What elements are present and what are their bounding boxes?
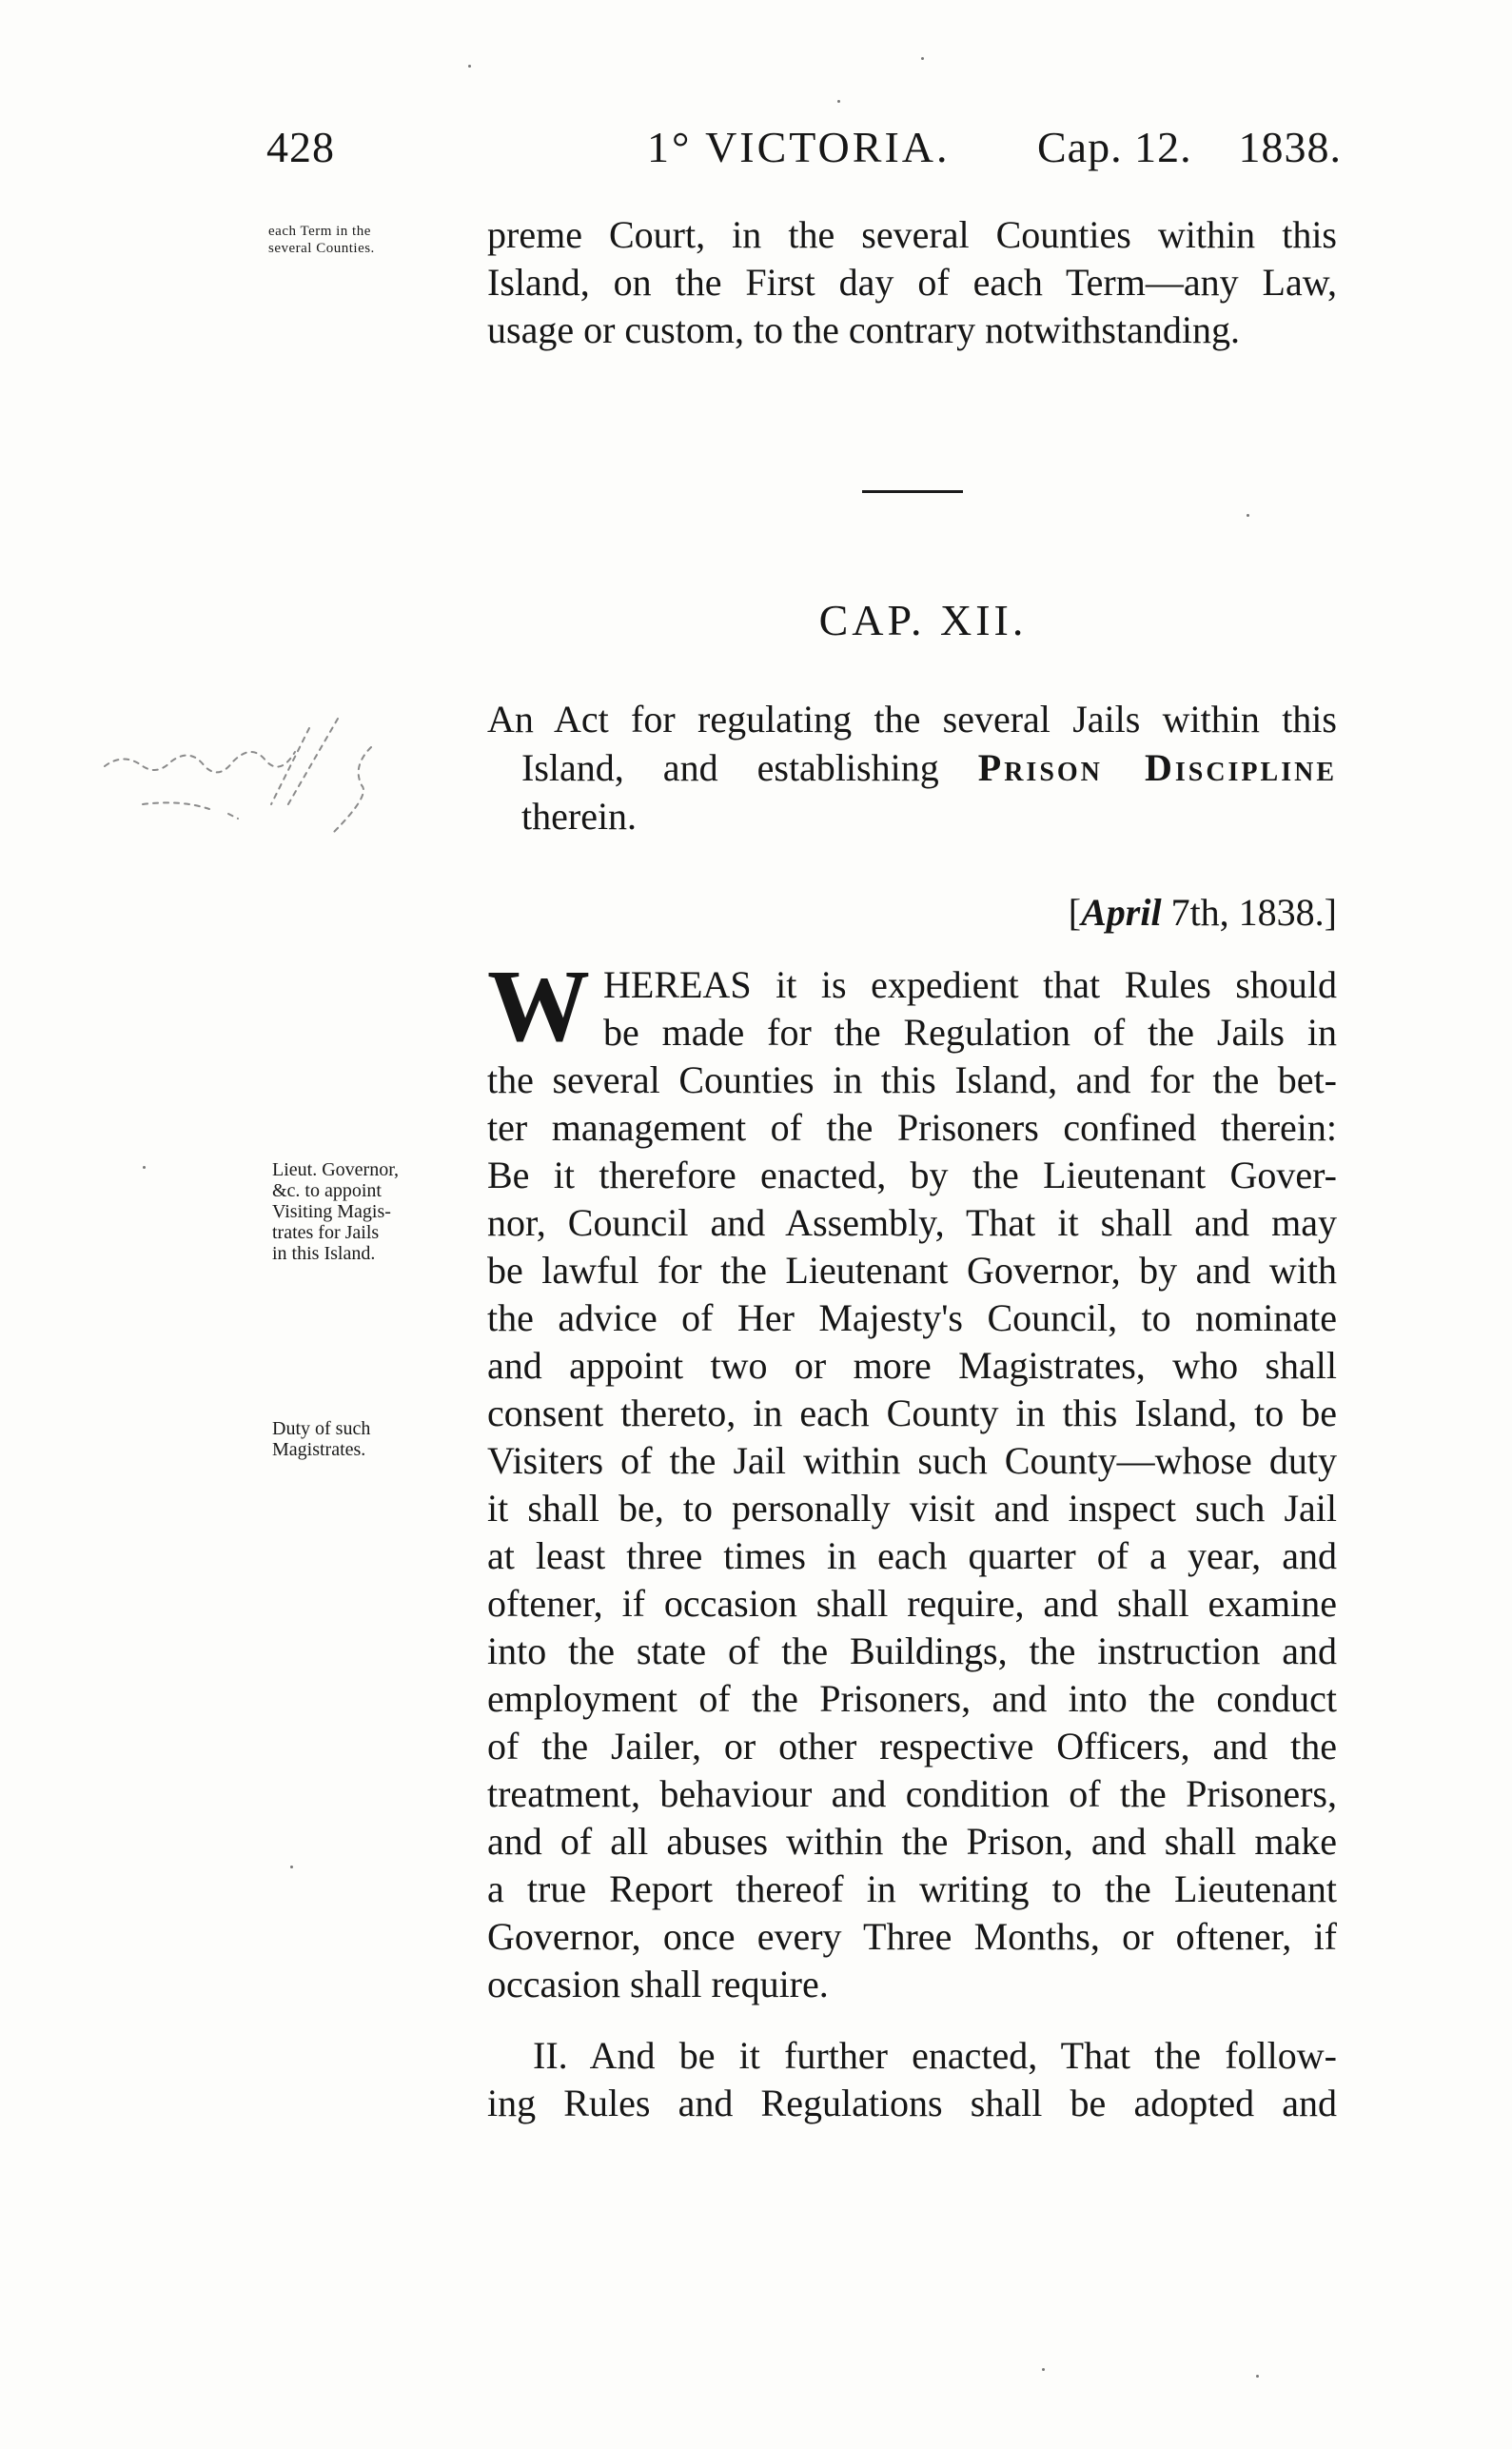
text-line: usage or custom, to the contrary notwithstanding. xyxy=(487,308,1240,351)
scan-speck xyxy=(143,1166,146,1169)
text-line: II. And be it further enacted, That the follow- xyxy=(533,2034,1337,2077)
text-line: the advice of Her Majesty's Council, to nominate xyxy=(487,1296,1337,1339)
text-line: consent thereto, in each County in this Island, to be xyxy=(487,1392,1337,1434)
text-line: at least three times in each quarter of a year, and xyxy=(487,1534,1337,1577)
section-1 xyxy=(487,950,1337,2008)
scan-speck xyxy=(290,1866,293,1868)
section-2 xyxy=(487,2032,1337,2127)
date-month: April xyxy=(1081,891,1162,934)
text-line: and appoint two or more Magistrates, who shall xyxy=(487,1344,1337,1387)
margin-note-line: several Counties. xyxy=(268,241,375,256)
text-line: treatment, behaviour and condition of the Prisoners, xyxy=(487,1772,1337,1815)
long-title-text: Island, and establishing xyxy=(521,746,939,789)
drop-cap: W xyxy=(487,950,590,1063)
margin-note-line: &c. to appoint xyxy=(272,1180,382,1201)
text-line: Visiters of the Jail within such County—whose duty xyxy=(487,1439,1337,1482)
page-number: 428 xyxy=(266,123,335,171)
running-header xyxy=(266,122,1342,179)
margin-note-line: Duty of such xyxy=(272,1418,371,1439)
margin-note-line: trates for Jails xyxy=(272,1222,380,1243)
long-title-emphasis: Prison Discipline xyxy=(977,746,1338,789)
text-line: HEREAS it is expedient that Rules should xyxy=(603,963,1337,1006)
continued-paragraph xyxy=(487,211,1337,354)
margin-note-line: Visiting Magis- xyxy=(272,1201,391,1222)
text-line: Be it therefore enacted, by the Lieutenant Gover- xyxy=(487,1154,1337,1196)
text-line: nor, Council and Assembly, That it shall and may xyxy=(487,1201,1337,1244)
text-line: occasion shall require. xyxy=(487,1963,829,2005)
margin-note-line: Lieut. Governor, xyxy=(272,1159,400,1180)
text-line: Island, on the First day of each Term—any Law, xyxy=(487,261,1337,304)
margin-note-line: each Term in the xyxy=(268,224,371,239)
text-line: be lawful for the Lieutenant Governor, by and with xyxy=(487,1249,1337,1292)
text-line: and of all abuses within the Prison, and shall make xyxy=(487,1820,1337,1863)
text-line: into the state of the Buildings, the instruction and xyxy=(487,1629,1337,1672)
scan-speck xyxy=(921,57,924,60)
act-long-title xyxy=(487,695,1337,840)
year-heading: 1838. xyxy=(1238,123,1342,171)
date-rest: 7th, 1838.] xyxy=(1161,891,1337,934)
section-divider xyxy=(862,490,963,493)
long-title-line: An Act for regulating the several Jails within this xyxy=(487,698,1337,741)
scan-speck xyxy=(1247,514,1249,517)
text-line: ing Rules and Regulations shall be adopted and xyxy=(487,2082,1337,2124)
long-title-line: therein. xyxy=(521,795,638,838)
text-line: of the Jailer, or other respective Officers, and the xyxy=(487,1725,1337,1768)
text-line: it shall be, to personally visit and inspect such Jail xyxy=(487,1487,1337,1530)
handwritten-annotation xyxy=(86,709,466,871)
chapter-title: CAP. XII. xyxy=(818,596,1028,644)
margin-note-duty xyxy=(272,1418,462,1460)
text-line: preme Court, in the several Counties within this xyxy=(487,213,1337,256)
long-title-line xyxy=(487,743,1337,792)
text-line: be made for the Regulation of the Jails in xyxy=(603,1011,1337,1054)
text-line: Governor, once every Three Months, or oftener, if xyxy=(487,1915,1337,1958)
scan-speck xyxy=(1256,2375,1259,2378)
chapter-reference: Cap. 12. xyxy=(1037,123,1192,171)
scan-speck xyxy=(837,100,840,103)
text-line: oftener, if occasion shall require, and shall examine xyxy=(487,1582,1337,1625)
enactment-date xyxy=(1069,890,1337,935)
margin-note-lieutenant xyxy=(272,1159,462,1264)
scan-speck xyxy=(468,65,471,68)
text-line: employment of the Prisoners, and into the conduct xyxy=(487,1677,1337,1720)
reign-heading: 1° VICTORIA. xyxy=(647,123,951,171)
date-bracket: [ xyxy=(1068,891,1082,934)
scan-speck xyxy=(1042,2368,1045,2371)
text-line: ter management of the Prisoners confined therein: xyxy=(487,1106,1337,1149)
text-line: a true Report thereof in writing to the Lieutenant xyxy=(487,1867,1337,1910)
margin-note-line: in this Island. xyxy=(272,1243,376,1264)
margin-note-line: Magistrates. xyxy=(272,1439,366,1460)
margin-note-term xyxy=(268,223,463,257)
text-line: the several Counties in this Island, and for the bet- xyxy=(487,1058,1337,1101)
